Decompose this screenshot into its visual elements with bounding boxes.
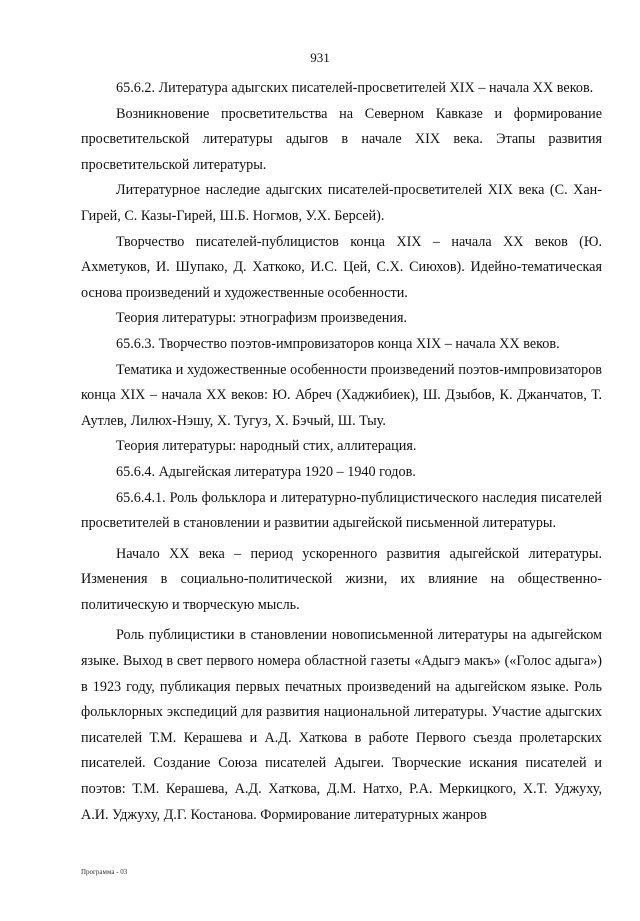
section-heading-65-6-4-1: 65.6.4.1. Роль фольклора и литературно-публицистического наследия писателей просветителей в становлении и развитии адыгейской письменной литературы. bbox=[81, 489, 602, 532]
footer-note: Программа - 03 bbox=[81, 868, 128, 876]
section-heading-65-6-2: 65.6.2. Литература адыгских писателей-просветителей XIX – начала XX веков. bbox=[116, 80, 594, 96]
paragraph: Тематика и художественные особенности произведений поэтов-импровизаторов конца XIX – начала XX веков: Ю. Абреч (Хаджибиек), Ш. Дзыбов, К. Джанчатов, Т. Аутлев, Лилюх-Нэшу, Х. Тугуз, Х. Бэчый, Ш. Тыу. bbox=[81, 361, 602, 429]
section-heading-65-6-4: 65.6.4. Адыгейская литература 1920 – 1940 годов. bbox=[116, 463, 416, 480]
paragraph: Теория литературы: народный стих, аллитерация. bbox=[116, 438, 417, 455]
page-number: 931 bbox=[310, 50, 330, 65]
document-body bbox=[81, 76, 602, 828]
paragraph: Творчество писателей-публицистов конца XIX – начала XX веков (Ю. Ахметуков, И. Шупако, Д. Хаткоко, И.С. Цей, С.Х. Сиюхов). Идейно-тематическая основа произведений и художественные особенности. bbox=[81, 233, 602, 301]
paragraph: Литературное наследие адыгских писателей-просветителей XIX века (С. Хан-Гирей, С. Казы-Гирей, Ш.Б. Ногмов, У.Х. Берсей). bbox=[81, 182, 602, 224]
paragraph: Теория литературы: этнографизм произведения. bbox=[116, 310, 408, 327]
paragraph: Роль публицистики в становлении новописьменной литературы на адыгейском языке. Выход в свет первого номера областной газеты «Адыгэ макъ» («Голос адыга») в 1923 году, публикация первых печатных произведений на адыгейском языке. Роль фольклорных экспедиций для развития национальной литературы. Участие адыгских писателей Т.М. Керашева и А.Д. Хаткова в работе Первого съезда пролетарских писателей. Создание Союза писателей Адыгеи. Творческие искания писателей и поэтов: Т.М. Керашева, А.Д. Хаткова, Д.М. Натхо, Р.А. Меркицкого, Х.Т. Уджуху, А.И. Уджуху, Д.Г. Костанова. Формирование литературных жанров bbox=[81, 627, 602, 823]
paragraph: Возникновение просветительства на Северном Кавказе и формирование просветительской литературы адыгов в начале XIX века. Этапы развития просветительской литературы. bbox=[81, 105, 602, 173]
section-heading-65-6-3: 65.6.3. Творчество поэтов-импровизаторов конца XIX – начала XX веков. bbox=[116, 335, 560, 352]
paragraph: Начало XX века – период ускоренного развития адыгейской литературы. Изменения в социально-политической жизни, их влияние на общественно-политическую и творческую мысль. bbox=[81, 545, 602, 613]
